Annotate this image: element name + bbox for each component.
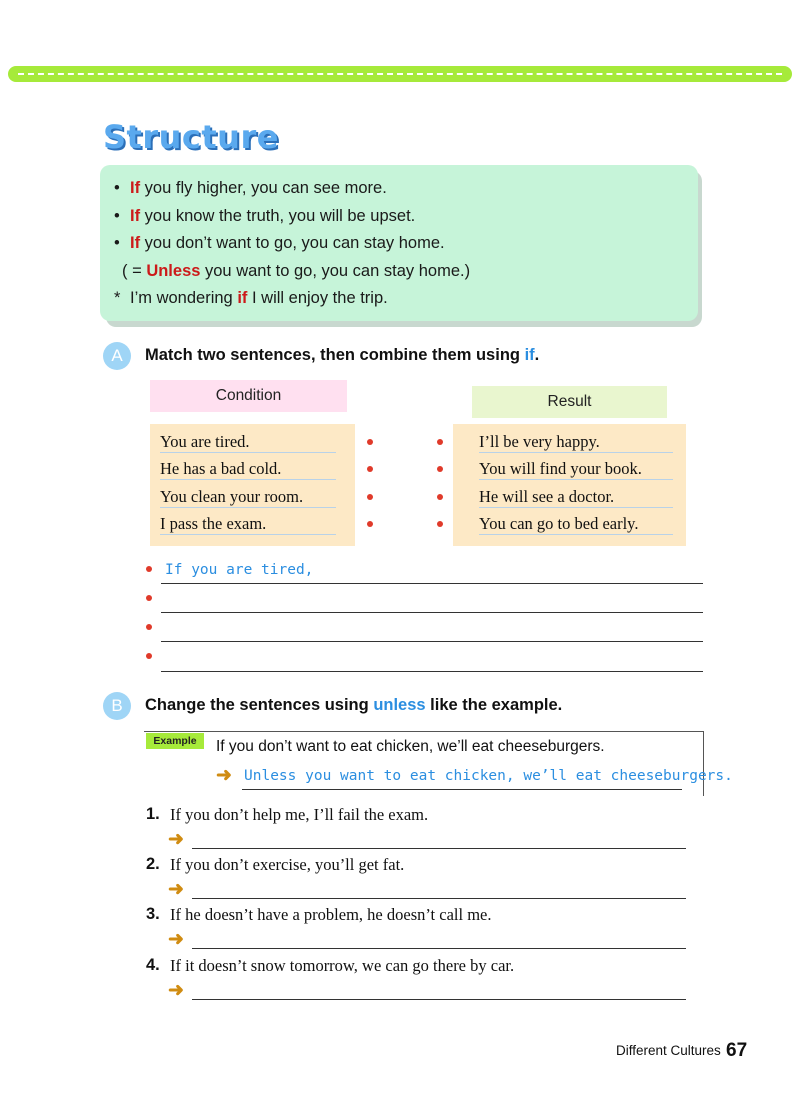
answer-text[interactable]: If you are tired, <box>165 562 314 578</box>
answer-line[interactable] <box>161 671 703 672</box>
section-b-badge: B <box>103 692 131 720</box>
structure-line: • If you fly higher, you can see more. <box>114 179 387 197</box>
result-row: You can go to bed early. <box>479 514 673 535</box>
result-row: I’ll be very happy. <box>479 432 673 453</box>
top-banner <box>8 66 792 82</box>
structure-line: • If you don’t want to go, you can stay home. <box>114 234 445 252</box>
answer-bullet <box>146 653 152 659</box>
example-answer-line <box>242 789 682 790</box>
page-number: 67 <box>726 1040 748 1061</box>
answer-line[interactable] <box>192 999 686 1000</box>
page-title: Structure <box>103 118 279 156</box>
answer-bullet <box>146 624 152 630</box>
match-dot-right[interactable] <box>437 466 443 472</box>
condition-row: I pass the exam. <box>160 514 336 535</box>
chapter-name: Different Cultures <box>616 1043 721 1058</box>
arrow-icon: ➜ <box>168 829 184 850</box>
condition-table <box>150 424 355 546</box>
answer-line[interactable] <box>161 641 703 642</box>
condition-row: You are tired. <box>160 432 336 453</box>
answer-line[interactable] <box>192 848 686 849</box>
answer-bullet <box>146 566 152 572</box>
result-label: Result <box>472 386 667 418</box>
match-dot-left[interactable] <box>367 439 373 445</box>
match-dot-right[interactable] <box>437 439 443 445</box>
example-sentence: If you don’t want to eat chicken, we’ll eat cheeseburgers. <box>216 738 605 755</box>
condition-label: Condition <box>150 380 347 412</box>
answer-line[interactable] <box>192 948 686 949</box>
result-row: He will see a doctor. <box>479 487 673 508</box>
section-a-instruction: Match two sentences, then combine them using if. <box>145 346 540 364</box>
example-answer: Unless you want to eat chicken, we’ll eat cheeseburgers. <box>244 768 733 784</box>
question-text: If you don’t exercise, you’ll get fat. <box>170 855 405 874</box>
structure-line: * I’m wondering if I will enjoy the trip. <box>114 289 388 307</box>
question-text: If it doesn’t snow tomorrow, we can go there by car. <box>170 956 515 975</box>
arrow-icon: ➜ <box>216 765 232 786</box>
question-text: If you don’t help me, I’ll fail the exam. <box>170 805 429 824</box>
question-number: 3. <box>146 905 160 923</box>
section-b-instruction: Change the sentences using unless like the example. <box>145 696 563 714</box>
arrow-icon: ➜ <box>168 929 184 950</box>
question-text: If he doesn’t have a problem, he doesn’t call me. <box>170 905 492 924</box>
answer-line[interactable] <box>192 898 686 899</box>
question-number: 1. <box>146 805 160 823</box>
structure-box <box>100 165 698 321</box>
question-number: 4. <box>146 956 160 974</box>
result-row: You will find your book. <box>479 459 673 480</box>
match-dot-left[interactable] <box>367 521 373 527</box>
structure-line: ( = Unless you want to go, you can stay home.) <box>122 262 471 280</box>
condition-row: He has a bad cold. <box>160 459 336 480</box>
arrow-icon: ➜ <box>168 980 184 1001</box>
condition-row: You clean your room. <box>160 487 336 508</box>
result-table <box>453 424 686 546</box>
match-dot-left[interactable] <box>367 494 373 500</box>
match-dot-right[interactable] <box>437 494 443 500</box>
arrow-icon: ➜ <box>168 879 184 900</box>
match-dot-left[interactable] <box>367 466 373 472</box>
section-a-badge: A <box>103 342 131 370</box>
answer-bullet <box>146 595 152 601</box>
answer-line[interactable] <box>161 612 703 613</box>
structure-line: • If you know the truth, you will be upset. <box>114 207 416 225</box>
example-tag: Example <box>146 733 204 749</box>
question-number: 2. <box>146 855 160 873</box>
match-dot-right[interactable] <box>437 521 443 527</box>
answer-line[interactable] <box>161 583 703 584</box>
